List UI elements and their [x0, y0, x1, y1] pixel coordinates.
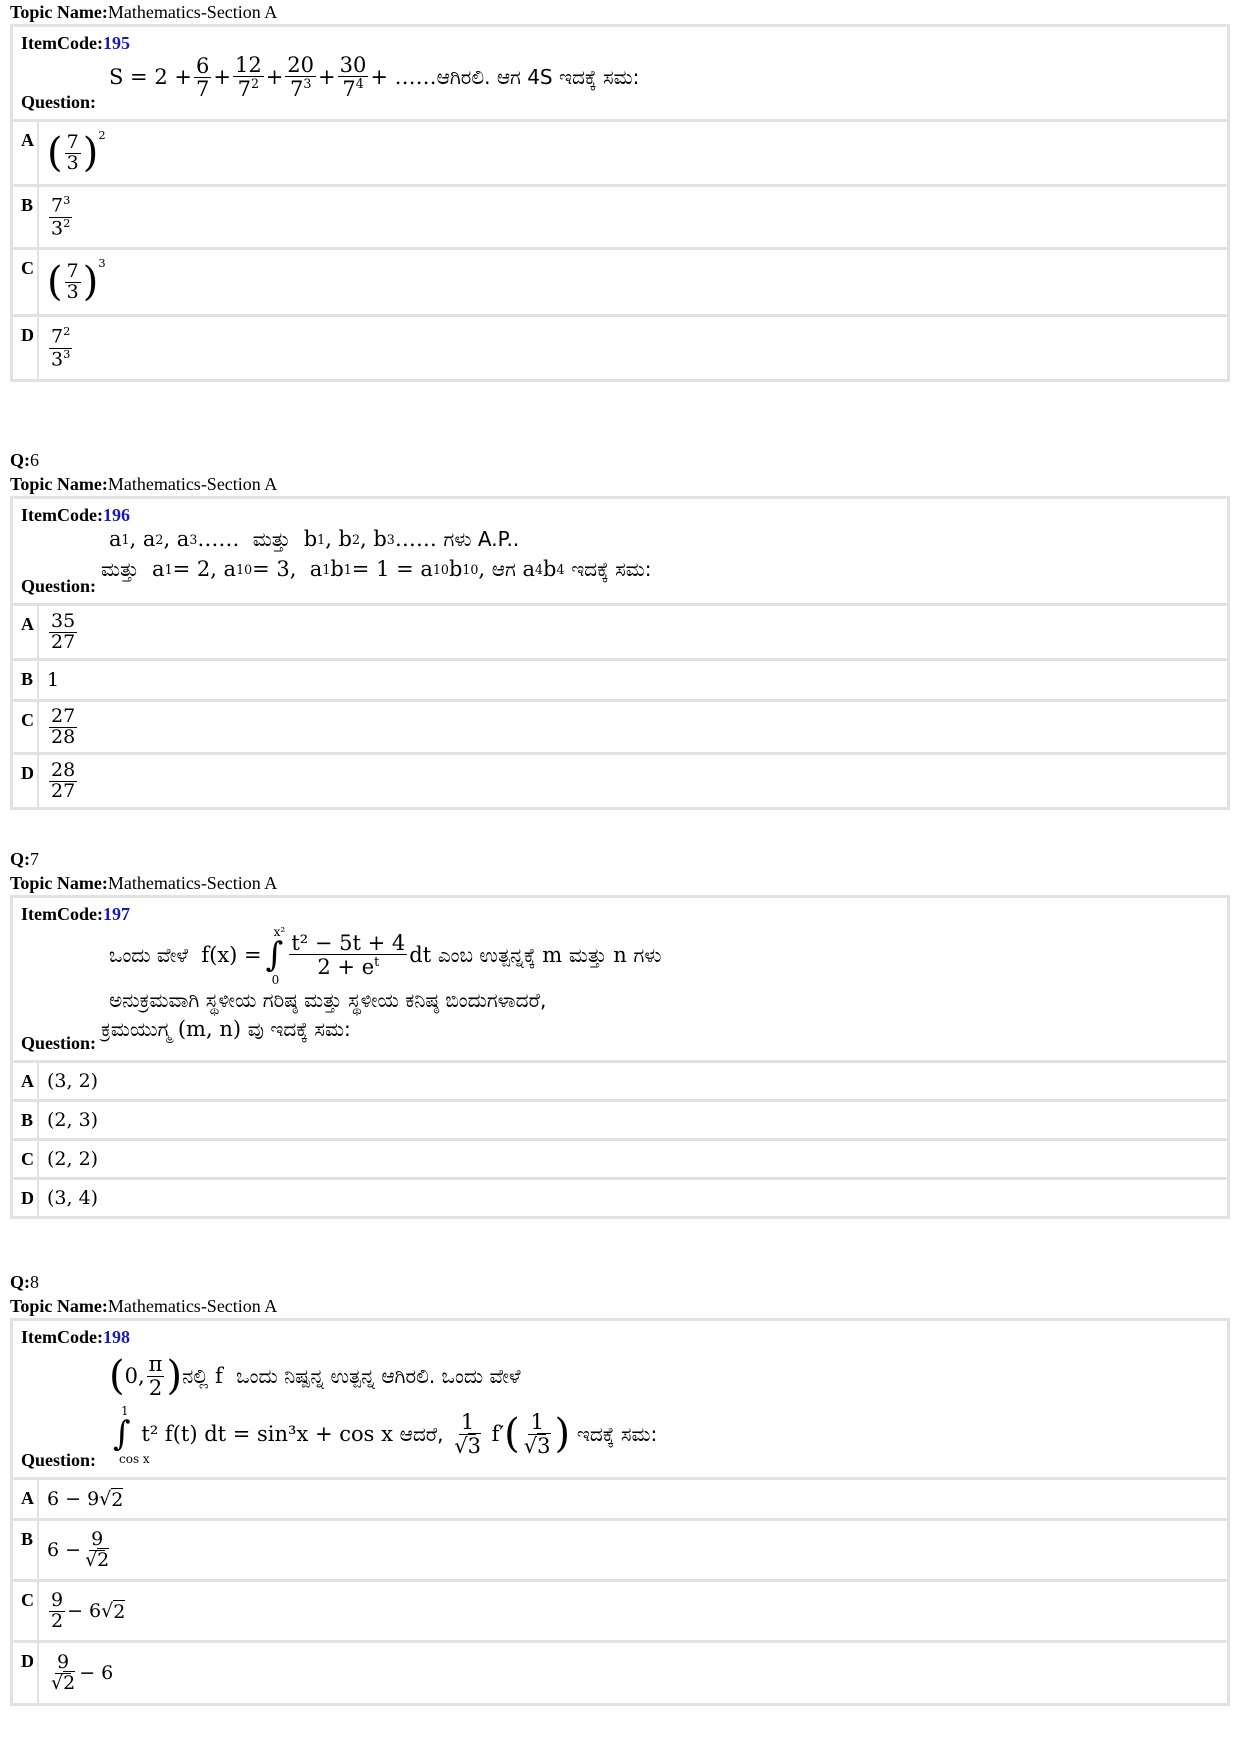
option-value: $\frac{35}{27}$	[51, 609, 76, 653]
question-text: a 1 , a 2 , a 3 …… ಮತ್ತು b 1 , b 2 , b 3 …… ಗಳು A.P.. ಮತ್ತು a 1 = 2, a 10 = 3, a 1 b 1 = 1 = a 10 b 10 , ಆಗ a 4 b 4 ಇದಕ್ಕೆ ಸಮ:	[101, 527, 652, 581]
option-value: $\frac{27}{28}$	[51, 704, 76, 748]
option-value: 6 − $\frac{9}{√2}$	[47, 1527, 110, 1571]
option-value: $\frac{9}{2}$ − 6√ 2	[51, 1588, 126, 1632]
question-number: Q:7	[10, 849, 39, 869]
question-card	[10, 895, 1230, 1219]
question-card	[10, 496, 1230, 810]
question-number: Q:8	[10, 1272, 39, 1292]
option-value: $\frac{7^2}{3^3}$	[51, 324, 71, 370]
option-value: (3, 2)	[47, 1070, 99, 1092]
option-c[interactable]: C $\frac{27}{28}$	[13, 702, 1227, 752]
topic-line: Topic Name:Mathematics-Section A	[10, 873, 278, 893]
option-d[interactable]: D $\frac{7^2}{3^3}$	[13, 317, 1227, 379]
question-number: Q:6	[10, 450, 39, 470]
item-code: ItemCode:195	[21, 33, 130, 53]
item-code: ItemCode:196	[21, 505, 130, 525]
option-a[interactable]: A ( $\frac{7}{3}$ ) $^2$	[13, 122, 1227, 184]
question-card	[10, 24, 1230, 382]
option-value: $\frac{9}{√2}$ − 6	[51, 1650, 114, 1694]
question-text: S = 2 + $\frac{6}{7}$ + $\frac{12}{7^2}$ + $\frac{20}{7^3}$ + $\frac{30}{7^4}$ + …… ಆಗಿರಲಿ. ಆಗ 4S ಇದಕ್ಕೆ ಸಮ:	[109, 53, 640, 102]
question-label: Question:	[21, 1450, 97, 1470]
question-block-7	[10, 847, 1230, 1219]
option-value: (2, 3)	[47, 1109, 99, 1131]
question-row	[13, 499, 1227, 603]
question-label: Question:	[21, 1033, 97, 1053]
option-d[interactable]: D $\frac{9}{√2}$ − 6	[13, 1643, 1227, 1703]
option-c[interactable]: C $\frac{9}{2}$ − 6√ 2	[13, 1582, 1227, 1640]
topic-line: Topic Name:Mathematics-Section A	[10, 474, 278, 494]
question-text: ಒಂದು ವೇಳೆ f(x) = ∫ x² 0 $\frac{\text{t² − 5t + 4}}{2 + e^t}$ dt ಎಂಬ ಉತ್ಪನ್ನಕ್ಕೆ m ಮತ್ತು n ಗಳು ಅನುಕ್ರಮವಾಗಿ ಸ್ಥಳೀಯ ಗರಿಷ್ಠ ಮತ್ತು ಸ್ಥಳೀಯ ಕನಿಷ್ಠ ಬಿಂದುಗಳಾದರೆ, ಕ್ರಮಯುಗ್ಮ (m, n) ವು ಇದಕ್ಕೆ ಸಮ:	[101, 925, 662, 1041]
question-label: Question:	[21, 92, 97, 112]
option-b[interactable]: B (2, 3)	[13, 1102, 1227, 1138]
option-a[interactable]: A (3, 2)	[13, 1063, 1227, 1099]
question-text: ( 0, $\frac{\pi}{2}$ ) ನಲ್ಲಿ f ಒಂದು ನಿಷ್ಪನ್ನ ಉತ್ಪನ್ನ ಆಗಿರಲಿ. ಒಂದು ವೇಳೆ ∫ 1 cos x t² f(t) dt = sin³x + cos x ಆದರೆ, $\frac{1}{√3}$ f′ ( $\frac{1}{√3}$ ) ಇದಕ್ಕೆ ಸಮ:	[109, 1352, 658, 1466]
option-value: $\frac{7^3}{3^2}$	[51, 193, 71, 239]
topic-line: Topic Name:Mathematics-Section A	[10, 2, 278, 22]
option-a[interactable]: A $\frac{35}{27}$	[13, 606, 1227, 658]
option-c[interactable]: C (2, 2)	[13, 1141, 1227, 1177]
question-block-5	[10, 0, 1230, 382]
option-a[interactable]: A 6 − 9√ 2	[13, 1480, 1227, 1518]
question-row	[13, 898, 1227, 1060]
question-block-8	[10, 1270, 1230, 1706]
question-row	[13, 27, 1227, 119]
question-card	[10, 1318, 1230, 1706]
question-row	[13, 1321, 1227, 1477]
topic-line: Topic Name:Mathematics-Section A	[10, 1296, 278, 1316]
option-value: 6 − 9√ 2	[47, 1488, 124, 1511]
option-value: 1	[47, 669, 60, 691]
option-b[interactable]: B 1	[13, 661, 1227, 699]
option-value: $\frac{28}{27}$	[51, 758, 76, 802]
option-b[interactable]: B 6 − $\frac{9}{√2}$	[13, 1521, 1227, 1579]
option-b[interactable]: B $\frac{7^3}{3^2}$	[13, 187, 1227, 247]
item-code: ItemCode:197	[21, 904, 130, 924]
question-label: Question:	[21, 576, 97, 596]
option-value: (3, 4)	[47, 1187, 99, 1209]
option-value: ( $\frac{7}{3}$ ) $^3$	[47, 256, 106, 305]
option-value: (2, 2)	[47, 1148, 99, 1170]
item-code: ItemCode:198	[21, 1327, 130, 1347]
option-d[interactable]: D (3, 4)	[13, 1180, 1227, 1216]
option-value: ( $\frac{7}{3}$ ) $^2$	[47, 128, 106, 176]
option-d[interactable]: D $\frac{28}{27}$	[13, 755, 1227, 807]
option-c[interactable]: C ( $\frac{7}{3}$ ) $^3$	[13, 250, 1227, 314]
question-block-6	[10, 448, 1230, 810]
